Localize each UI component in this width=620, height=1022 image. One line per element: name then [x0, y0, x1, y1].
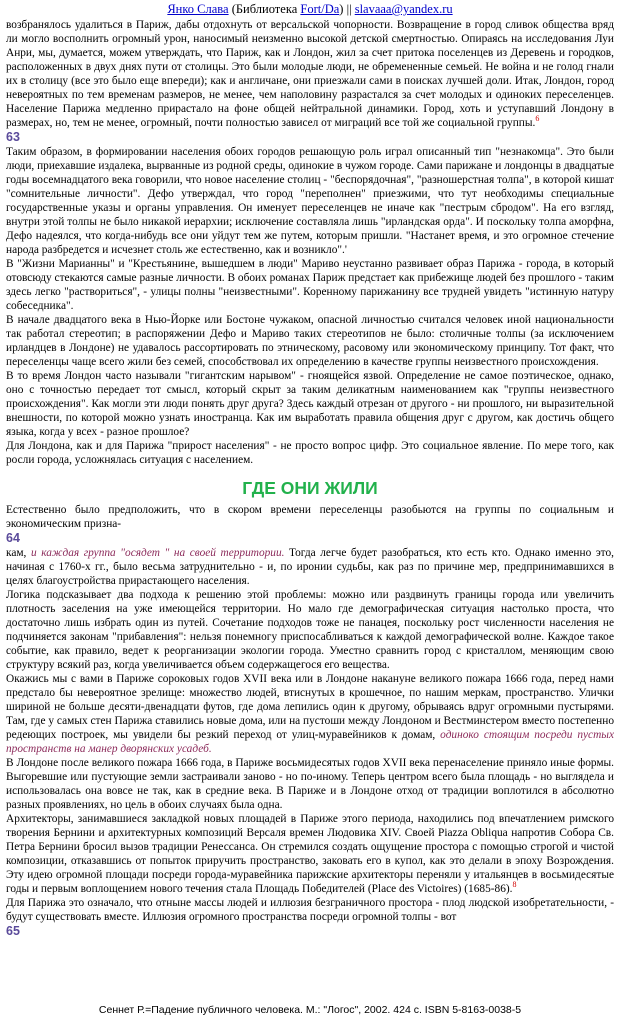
paragraph: Таким образом, в формировании населения обоих городов решающую роль играл описанный тип "незнакомца". Это были люди, приехавшие издалека, вырванные из родной среды, одинокие в чужом городе. Сами парижане и лондонцы в двадцатые годы восемнадцатого века говорили, что новое население столиц - "беспорядочная", "разношерстная толпа", в которой кишат "сомнительные личности". Дефо утверждал, что город "переполнен" приезжими, что тут необходимы специальные государственные указы и органы управления. Он именует переселенцев не иначе как "пестрым сбродом". На его взгляд, внутри этой толпы не было никакой иерархии; исключение составляла лишь "ирландская орда". И поскольку толпа аморфна, Дефо надеялся, что когда-нибудь все они уйдут тем же путем, которым пришли. "Настанет время, и это огромное стечение народа разбредется и исчезнет столь же естественно, как и возникло".'	[6, 146, 614, 256]
paragraph-text: кам,	[6, 547, 31, 559]
paragraph: Для Парижа это означало, что отныне массы людей и иллюзия безграничного простора - плод людской изобретательности, - будут существовать вместе. Иллюзия огромного пространства посреди огромной толпы - вот	[6, 897, 614, 923]
paragraph	[6, 812, 614, 896]
fortda-link[interactable]: Fort/Da	[300, 2, 340, 16]
paragraph-text: Окажись мы с вами в Париже сороковых годов XVII века или в Лондоне накануне великого пожара 1666 года, перед нами предстало бы невероятное зрелище: множество людей, втиснутых в крошечное, по нашим меркам, пространство. Улички шириной не больше десяти-двенадцати футов, где дома лепились один к другому, обрываясь вдруг огромными пустырями. Там, где у самых стен Парижа ставились новые дома, или на пустоши между Лондоном и Вестминстером вместо постепенно редеющих построек, мы увидели бы резкий переход от улиц-муравейников к домам,	[6, 673, 614, 741]
paragraph	[6, 18, 614, 130]
footnote-marker[interactable]: 8	[512, 880, 517, 890]
section-heading: ГДЕ ОНИ ЖИЛИ	[242, 478, 378, 498]
paragraph	[6, 672, 614, 756]
emphasized-text: одиноко стоящим посреди пустых пространств на манер дворянских усадеб.	[6, 729, 614, 755]
paragraph: Естественно было предположить, что в скором времени переселенцы разобьются на группы по социальным и экономическим призна-	[6, 504, 614, 530]
paragraph: В то время Лондон часто называли "гигантским нарывом" - гноящейся язвой. Определение не самое поэтическое, однако, оно с точностью передает тот смысл, который скрыт за таким деликатным наименованием как "группы неизвестного происхождения". Как могли эти люди понять друг друга? Здесь каждый отрезан от другого - ни прошлого, ни выразительной внешности, по которой можно узнать иностранца. Как им выработать правила общения друг с другом, как достичь общего языка, когда у всех - разное прошлое?	[6, 370, 614, 438]
page-header	[0, 2, 620, 18]
library-prefix: (Библиотека	[228, 2, 301, 16]
paragraph-text: Тогда легче будет разобраться, кто есть кто. Однако именно это, начиная с 1760-х гг., было весьма затруднительно - и, по иронии судьбы, как раз по причине мер, предпринимавшихся в целях благоустройства прирастающего населения.	[6, 547, 615, 587]
emphasized-text: и каждая группа "осядет " на своей территории.	[30, 547, 285, 559]
page-number: 63	[6, 130, 20, 144]
paragraph	[6, 546, 614, 588]
email-link[interactable]: slavaaa@yandex.ru	[354, 2, 453, 16]
footnote-marker[interactable]: 6	[535, 114, 540, 124]
paragraph: В Лондоне после великого пожара 1666 года, в Париже восьмидесятых годов XVII века перенаселение приняло иные формы. Выгоревшие или пустующие земли застраивали заново - но по-иному. Теперь центром всего была площадь - но выглядела и использовалась она вовсе не так, как в средние века. В Париже и в Лондоне отход от традиции воплотился в абсолютно разных проявлениях, но цель в обоих случаях была одна.	[6, 757, 614, 811]
page-footer: Сеннет Р.=Падение публичного человека. М.: "Логос", 2002. 424 с. ISBN 5-8163-0038-5	[98, 1004, 522, 1016]
paragraph: В начале двадцатого века в Нью-Йорке или Бостоне чужаком, опасной личностью считался человек иной национальности так работал стереотип; в распоряжении Дефо и Мариво таких стереотипов не было: столичные толпы (за исключением ирландцев в Лондоне) не удавалось рассортировать по этническому, расовому или экономическому принципу. Тот факт, что переселенцы чаще всего жили без семей, способствовал их определению в качестве группы неизвестного происхождения.	[6, 314, 614, 368]
paragraph: Для Лондона, как и для Парижа "прирост населения" - не просто вопрос цифр. Это социальное явление. По мере того, как росли города, усложнялась ситуация с населением.	[6, 440, 614, 466]
author-link[interactable]: Янко Слава	[167, 2, 229, 16]
page-number: 64	[6, 531, 20, 545]
paragraph: Логика подсказывает два подхода к решению этой проблемы: можно или раздвинуть границы города или увеличить плотность заселения на уже имеющейся территории. Но мало где демографическая ситуация настолько проста, что достаточно лишь избрать один из путей. Сочетание подходов тоже не панацея, поскольку рост численности населения не подчиняется законам "прибавления": нельзя понемногу приспосабливаться к каждой демографической волне. Каждое такое событие, как правило, ведет к реорганизации экологии города. Уместно сравнить город с кристаллом, меняющим свою структуру всякий раз, когда увеличивается объем содержащегося его вещества.	[6, 589, 614, 671]
page-number: 65	[6, 924, 20, 938]
paragraph: В "Жизни Марианны" и "Крестьянине, вышедшем в люди" Мариво неустанно развивает образ Парижа - города, в который отовсюду стекаются самые разные личности. В обоих романах Париж предстает как прибежище людей без прошлого - таким здесь легко "раствориться", - улицы полны "неизвестными". Коренному парижанину все трудней увидеть "истинную натуру собеседника".	[6, 258, 614, 312]
library-suffix: ) ||	[339, 2, 355, 16]
paragraph-text: возбранялось удалиться в Париж, дабы отдохнуть от версальской чопорности. Возвращение в город сливок общества вряд ли могло восполнить огромный урон, наносимый неизменно высокой детской смертностью. Опираясь на исследования Луи Анри, мы, думается, можем утверждать, что Париж, как и Лондон, жил за счет притока поселенцев из Деревень и городков, расположенных в двух днях пути от столицы. Это были молодые люди, не обремененные семьей. Не война и не голод гнали их в столицу (все это было еще впереди); как и англичане, они приезжали сами в поисках лучшей доли. Итак, Лондон, город невероятных по тем временам размеров, не менее, чем наполовину разрастался за счет молодых и одиноких переселенцев. Население Парижа медленно прирастало на фоне общей нейтральной динамики. Город, хоть и уступавший Лондону в размерах, но, тем не менее, огромный, почти полностью зависел от миграций все той же социальной группы.	[6, 19, 614, 129]
paragraph-text: Архитекторы, занимавшиеся закладкой новых площадей в Париже этого периода, находились под впечатлением римского творения Бернини и архитектурных композиций Версаля времен Людовика XIV. Своей Piazza Obliqua напротив Собора Св. Петра Бернини бросил вызов традиции Ренессанса. Он стремился создать ощущение простора с помощью строгой и чистой композиции, отказавшись от попыток приручить пространство, заковать его в купол, как это делали в эпоху Возрождения. Эту идею огромной площади посреди города-муравейника парижские архитекторы переняли у итальянцев в восьмидесятые годы и первым воплощением нового течения стала Площадь Победителей (Place des Victoires) (1685-86).	[6, 813, 614, 895]
document-body	[6, 18, 614, 939]
